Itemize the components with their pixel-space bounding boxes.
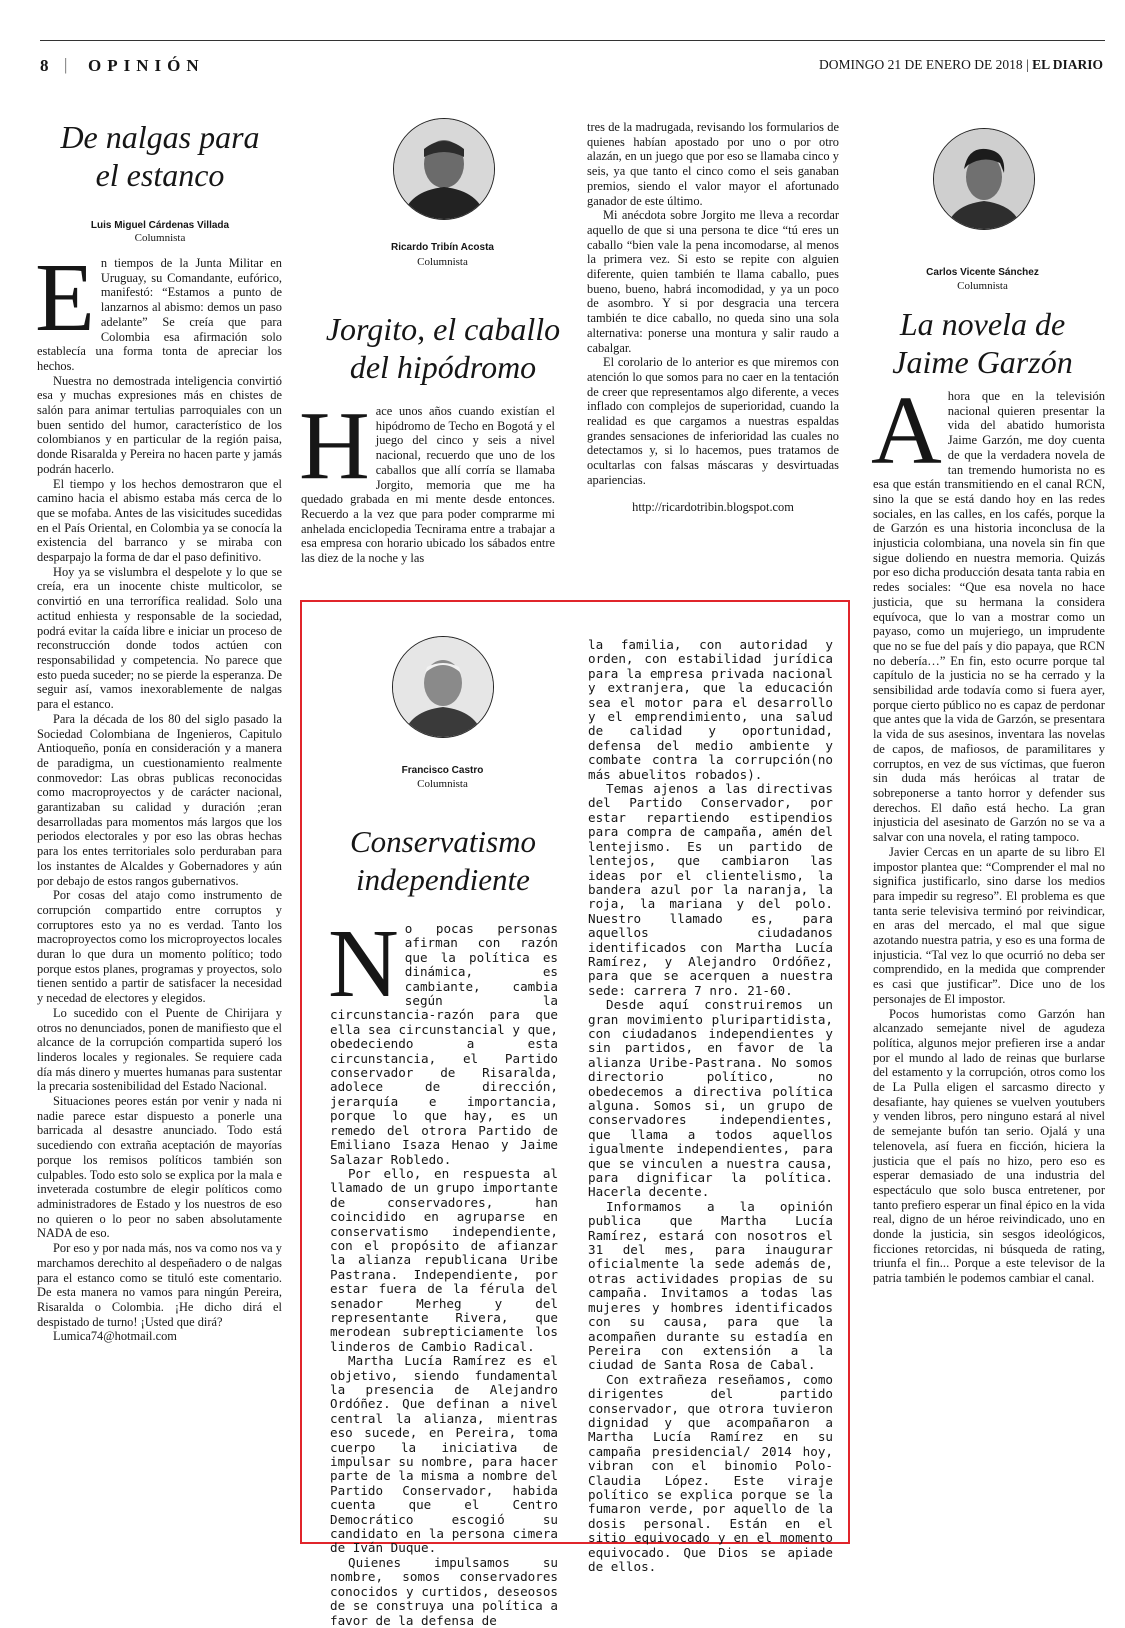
article4-title-line2: Jaime Garzón bbox=[892, 344, 1073, 380]
paragraph-text: ace unos años cuando existían el hipódromo de Techo en Bogotá y el juego del cinco y seis a nivel nacional, recuerdo que uno de los caballos que allí corría se llamaba Jorgito, memoria que me ha quedado grabada en mi mente desde entonces. Recuerdo a la vez que para poder comprarme mi anhelada enciclopedia Tecnirama entre a trabajar a esa empresa con horario ubicado los sábados entre las diez de la noche y las bbox=[301, 404, 555, 566]
paragraph-text: n tiempos de la Junta Militar en Uruguay, su Comandante, eufórico, manifestó: “Estamos a punto de lanzarnos al abismo: demos un paso adelante” Se creía que para Colombia esa afirmación solo establecía una forma tonta de apreciar los hechos. bbox=[37, 256, 282, 373]
paragraph bbox=[37, 477, 282, 565]
newspaper-name: EL DIARIO bbox=[1032, 57, 1103, 72]
header-separator: | bbox=[64, 55, 68, 74]
paragraph bbox=[37, 888, 282, 1006]
drop-cap: A bbox=[871, 377, 942, 485]
page-number: 8 bbox=[40, 56, 49, 75]
paragraph bbox=[330, 1167, 558, 1354]
paragraph bbox=[37, 565, 282, 712]
paragraph bbox=[37, 1094, 282, 1241]
paragraph-text: Situaciones peores están por venir y nada ni nadie parece estar dispuesto a ponerle una barricada al desastre anunciado. Todo está sucediendo con extraña aceptación de mayorías porque los remisos políticos también son culpables. Todo esto solo se explica por la mala e inveterada costumbre de elegir políticos como administradores de Estado y los nuestros de eso no quieren o lo peor no saben absolutamente NADA de eso. bbox=[37, 1094, 282, 1241]
paragraph-text: Nuestra no demostrada inteligencia convirtió esa y muchas expresiones más en chistes de salón para animar tertulias parroquiales con un buen sentido del humor, característico de los colombianos y en particular de la región paisa, donde Risaralda y Pereira no hacen parte y jamás podrán hacerlo. bbox=[37, 373, 282, 476]
article2-col1 bbox=[299, 392, 555, 566]
carlos-portrait-icon bbox=[934, 129, 1034, 229]
paragraph-text: Desde aquí construiremos un gran movimiento pluripartidista, con ciudadanos independientes y sin partidos, en favor de la alianza Uribe-Pastrana. No somos directorio político, no obedecemos a directiva política alguna. Somos si, un grupo de conservadores independientes, que llama a todos aquellos igualmente independientes, para que se vinculen a nuestra causa, para dignificar la política. Hacerla decente. bbox=[588, 997, 833, 1200]
paragraph-text: Martha Lucía Ramírez es el objetivo, siendo fundamental la presencia de Alejandro Ordóñez. Que definan a nivel central la alianza, mientras eso sucede, en Pereira, toma cuerpo la iniciativa de impulsar su nombre, para hacer parte de la misma a nombre del Partido Conservador, habida cuenta que el Centro Democrático escogió su candidato en la persona cimera de Iván Duque. bbox=[330, 1353, 558, 1556]
portrait-carlos-vicente bbox=[933, 128, 1035, 230]
paragraph-text: tres de la madrugada, revisando los formularios de quienes habían apostado por uno o por otro alazán, en un juego que por eso se llamaba cinco y seis, ya que tanto el cinco como el seis ganaban premios, siendo el valor mayor el afortunado ganador de este último. bbox=[587, 120, 839, 208]
paragraph-text: Pocos humoristas como Garzón han alcanzado semejante nivel de agudeza política, algunos mejor prefieren irse a andar por el mundo al lado de reinas que burlarse del estamento y la corrupción, otros como los de La Pulla eligen el sarcasmo directo y desafiante, hay quienes se vuelven youtubers y venden libros, pero ninguno estará al nivel de semejante bufón tan serio. Ojalá y una telenovela, así fuera en ficción, hiciera la justicia que el país no hizo, pero eso es esperar demasiado de una industria del espectáculo que solo busca entretener, por tanto prefiero esperar un final épico en la vida real, digno de un héroe reivindicado, uno en donde la justicia, sin sesgos ideológicos, ficciones retorcidas, ni búsqueda de rating, triunfa el fin... Porque a este televisor de la patria también le podemos cambiar el canal. bbox=[873, 1006, 1105, 1286]
paragraph-text: El corolario de lo anterior es que miremos con atención lo que somos para no caer en la tentación de creer que representamos algo diferente, a veces inflado con complejos de superioridad, cuando la realidad es que cargamos a nuestras espaldas grandes sensaciones de inferioridad las cuales no detectamos y, si lo hacemos, pues tratamos de ocultarlas con falsas máscaras y desvirtuadas apariencias. bbox=[587, 355, 839, 487]
ricardo-portrait-icon bbox=[394, 119, 494, 219]
section-name: OPINIÓN bbox=[88, 56, 205, 75]
article4-title bbox=[860, 305, 1105, 381]
paragraph bbox=[587, 120, 839, 208]
paragraph bbox=[587, 355, 839, 487]
paragraph bbox=[330, 1354, 558, 1556]
article2-title bbox=[318, 310, 568, 386]
article1-body bbox=[35, 244, 282, 1344]
paragraph bbox=[873, 845, 1105, 1007]
paragraph-text: Javier Cercas en un aparte de su libro El impostor plantea que: “Comprender el mal no significa justificarlo, sino darse los medios para impedir su regreso”. El problema es que tanta serie televisiva terminó por reivindicar, en aras del mercado, el mal que sigue azotando nuestra patria, y eso es una forma de injusticia. “Tal vez lo que ocurrió no deba ser comprendido, en la medida que comprender es casi que justificar”. Dice uno de los personajes de El impostor. bbox=[873, 844, 1105, 1006]
article3-col1 bbox=[328, 910, 558, 1628]
paragraph bbox=[873, 1007, 1105, 1286]
header-rule bbox=[40, 40, 1105, 41]
paragraph-text: o pocas personas afirman con razón que la política es dinámica, es cambiante, cambia según la circunstancia-razón para que ella sea circunstancial y que, obedeciendo a esta circunstancia, el Partido conservador de Risaralda, adolece de dirección, jerarquía e importancia, porque lo que hay, es un remedo del otrora Partido de Emiliano Isaza Henao y Jaime Salazar Robledo. bbox=[330, 921, 558, 1167]
paragraph-text: hora que en la televisión nacional quieren presentar la vida del abatido humorista Jaime Garzón, me doy cuenta de que la verdadera novela de tan tremendo humorista no es esa que están transmitiendo en el canal RCN, sino la que se está dando hoy en las redes sociales, en las calles, en los cafés, porque la de Garzón es una historia inconclusa de la injusticia colombiana, una novela sin fin que sigue doliendo en nuestra memoria. Quizás por eso dicha producción desata tanta rabia en redes sociales: “Que esa novela no hace justicia, que su hermana la considera equívoca, que lo van a mostrar como un payaso, como un mujeriego, un imprudente que no se fue del país y dio papaya, que RCN no debería…” En fin, esto ocurre porque tal capítulo de la justicia no se ha cerrado y la sensibilidad arde todavía como si fuera ayer, porque cierto público no es capaz de perdonar que antes que la vida de Garzón, se presentara la vida de sus asesinos, inventara las novelas de capos, de mafiosos, de paramilitares y corruptos, en vez de sus víctimas, que fueron sin duda más heróicas al tratar de sobreponerse a tanto horror y defender sus derechos. El daño está hecho. La gran injusticia del asesinato de Garzón no se va a salvar con una novela, el rating tampoco. bbox=[873, 389, 1105, 845]
paragraph bbox=[37, 1006, 282, 1094]
paragraph bbox=[35, 244, 282, 374]
blog-url: http://ricardotribin.blogspot.com bbox=[632, 499, 794, 514]
paragraph-text: Por eso y por nada más, nos va como nos va y marchamos derechito al despeñadero o de nalgas para el estanco como se tituló este comentario. De esta manera no vamos para ningún Pereira, Risaralda o Colombia. ¡He dicho dirá el despistado de turno! ¡Usted que dirá? bbox=[37, 1241, 282, 1329]
article1-title bbox=[40, 118, 280, 194]
article1-title-line2: el estanco bbox=[95, 157, 225, 193]
date-text: DOMINGO 21 DE ENERO DE 2018 | bbox=[819, 57, 1029, 72]
paragraph-text: Por ello, en respuesta al llamado de un grupo importante de conservadores, han coincidido en agruparse en conservatismo independiente, con el propósito de afianzar la alianza republicana Uribe Pastrana. Independiente, por estar fuera de la férula del senador Merheg y del representante Rivera, que merodean subrepticiamente los linderos de Cambio Radical. bbox=[330, 1165, 558, 1354]
paragraph bbox=[37, 1329, 282, 1344]
paragraph-text: Para la década de los 80 del siglo pasado la Sociedad Colombiana de Ingenieros, Capitulo Antioqueño, ponía en consideración y a manera de paradigma, un cuestionamiento realmente conmovedor: Las obras publicas reconocidas como macroproyectos y de carácter nacional, garantizaban su calidad y duración ;eran desarrolladas para momentos más largos que los periodos electorales y por eso las obras hechas para los entes territoriales solo perduraban para los instantes de Alcaldes y Gobernadores y aún por debajo de estos rangos gubernativos. bbox=[37, 711, 282, 888]
paragraph-text: Por cosas del atajo como instrumento de corrupción compartido entre corruptos y corruptores esto ya no es verdad. Tanto los macroproyectos como los microproyectos locales duran lo que dura un momento político; todo porque estos planes, programas y proyectos, solo tienen sentido a partir de satisfacer la necesidad y necedad de electores y elegidos. bbox=[37, 888, 282, 1006]
paragraph-text: Mi anécdota sobre Jorgito me lleva a recordar aquello de que si una persona te dice “tú eres un caballo “bien vale la pena incomodarse, al menos la primera vez. Si esto se repite con alguien diferente, quien también te llama caballo, pues bueno, bueno, habrá incomodidad, y ya un poco de asombro. Y si por desgracia una tercera también te dice caballo, no queda sino una sola alternativa: ponerse una montura y salir raudo a cabalgar. bbox=[587, 208, 839, 355]
paragraph bbox=[871, 377, 1105, 845]
paragraph bbox=[587, 208, 839, 355]
paragraph bbox=[328, 910, 558, 1167]
paragraph-text: Quienes impulsamos su nombre, somos conservadores conocidos y curtidos, deseosos de se construya una política a favor de la defensa de bbox=[330, 1554, 558, 1628]
portrait-francisco-castro bbox=[392, 636, 494, 738]
paragraph-text: la familia, con autoridad y orden, con estabilidad jurídica para la empresa privada nacional y extranjera, que la educación sea el motor para el desarrollo y el emprendimiento, una salud de calidad y oportunidad, defensa del medio ambiente y combate contra la corrupción(no más abuelitos robados). bbox=[588, 637, 833, 782]
drop-cap: H bbox=[299, 392, 370, 500]
paragraph bbox=[37, 1241, 282, 1329]
paragraph bbox=[37, 374, 282, 477]
article1-title-line1: De nalgas para bbox=[60, 119, 260, 155]
article3-title bbox=[318, 823, 568, 899]
article2-title-line1: Jorgito, el caballo bbox=[325, 311, 561, 347]
paragraph-text: Hoy ya se vislumbra el despelote y lo que se creía, era un inocente chiste multicolor, se convirtió en una terrorífica realidad. Solo una actitud enhiesta y responsable de la sociedad, podrá evitar la caída libre e iniciar un proceso de reconstrucción donde todos actúen con responsabilidad y competencia. No parece que esto pueda suceder; no se pierde la esperanza. De seguir así, vamos inexorablemente de nalgas para el estanco. bbox=[37, 564, 282, 712]
paragraph bbox=[588, 1200, 833, 1373]
article2-col2 bbox=[587, 120, 839, 514]
article1-author: Luis Miguel Cárdenas Villada bbox=[90, 220, 230, 231]
paragraph bbox=[299, 392, 555, 566]
article2-role: Columnista bbox=[417, 256, 468, 268]
article3-title-line2: independiente bbox=[356, 862, 530, 897]
paragraph-text: Informamos a la opinión publica que Martha Lucía Ramírez, estará con nosotros el 31 del mes, para inaugurar oficialmente la sede además de, otras actividades propias de su campaña. Invitamos a todas las mujeres y hombres identificados con su causa, para que la acompañen durante su estadía en Pereira con extensión a la ciudad de Santa Rosa de Cabal. bbox=[588, 1198, 833, 1373]
paragraph-text: Lo sucedido con el Puente de Chirijara y otros no denunciados, ponen de manifiesto que el alcance de la corrupción compartida superó los linderos locales y regionales. Se requiere cada día más dinero y muertes humanas para sustentar la precaria sostenibilidad del Estado Nacional. bbox=[37, 1005, 282, 1094]
article3-author: Francisco Castro bbox=[401, 765, 484, 776]
article3-col2 bbox=[588, 638, 833, 1574]
article3-role: Columnista bbox=[417, 778, 468, 790]
paragraph bbox=[588, 1373, 833, 1575]
paragraph bbox=[588, 782, 833, 998]
article2-author: Ricardo Tribín Acosta bbox=[391, 242, 494, 253]
paragraph-text: Lumica74@hotmail.com bbox=[53, 1329, 177, 1344]
article4-author: Carlos Vicente Sánchez bbox=[926, 267, 1039, 278]
portrait-ricardo-tribin bbox=[393, 118, 495, 220]
article4-title-line1: La novela de bbox=[899, 306, 1066, 342]
issue-date bbox=[819, 57, 1103, 73]
paragraph-text: Temas ajenos a las directivas del Partido Conservador, por estar repartiendo estipendios para compra de campaña, amén del lentejismo. Es un partido de lentejos, que cambiaron las ideas por el clientelismo, la bandera azul por la naranja, la roja, la mariana y del polo. Nuestro llamado es, para aquellos ciudadanos identificados con Martha Lucía Ramírez, y Alejandro Ordóñez, para que se acerquen a nuestra sede: carrera 7 nro. 21-60. bbox=[588, 781, 833, 998]
paragraph-text: El tiempo y los hechos demostraron que el camino hacia el abismo estaba más cerca de lo que se mofaba. Antes de las visicitudes sucedidas en el País Oriental, en Colombia ya se conocía la existencia del barranco y se miraba con desparpajo la forma de dar el paso definitivo. bbox=[37, 476, 282, 565]
drop-cap: E bbox=[35, 244, 95, 352]
article2-title-line2: del hipódromo bbox=[349, 349, 537, 385]
drop-cap: N bbox=[328, 910, 399, 1018]
paragraph bbox=[37, 712, 282, 888]
paragraph bbox=[588, 998, 833, 1200]
article3-title-line1: Conservatismo bbox=[350, 824, 536, 859]
article4-role: Columnista bbox=[957, 280, 1008, 292]
paragraph bbox=[588, 638, 833, 782]
paragraph-text: Con extrañeza reseñamos, como dirigentes del partido conservador, que otrora tuvieron dignidad y que acompañaron a Martha Lucía Ramírez en su campaña presidencial/ 2014 hoy, vibran con el binomio Polo-Claudia López. Este viraje político se explica porque se la fumaron verde, por aquello de la dosis personal. Están en el sitio equivocado y en el momento equivocado. Que Dios se apiade de ellos. bbox=[588, 1371, 833, 1574]
article4-body bbox=[871, 377, 1105, 1286]
francisco-portrait-icon bbox=[393, 637, 493, 737]
article1-role: Columnista bbox=[134, 232, 186, 244]
